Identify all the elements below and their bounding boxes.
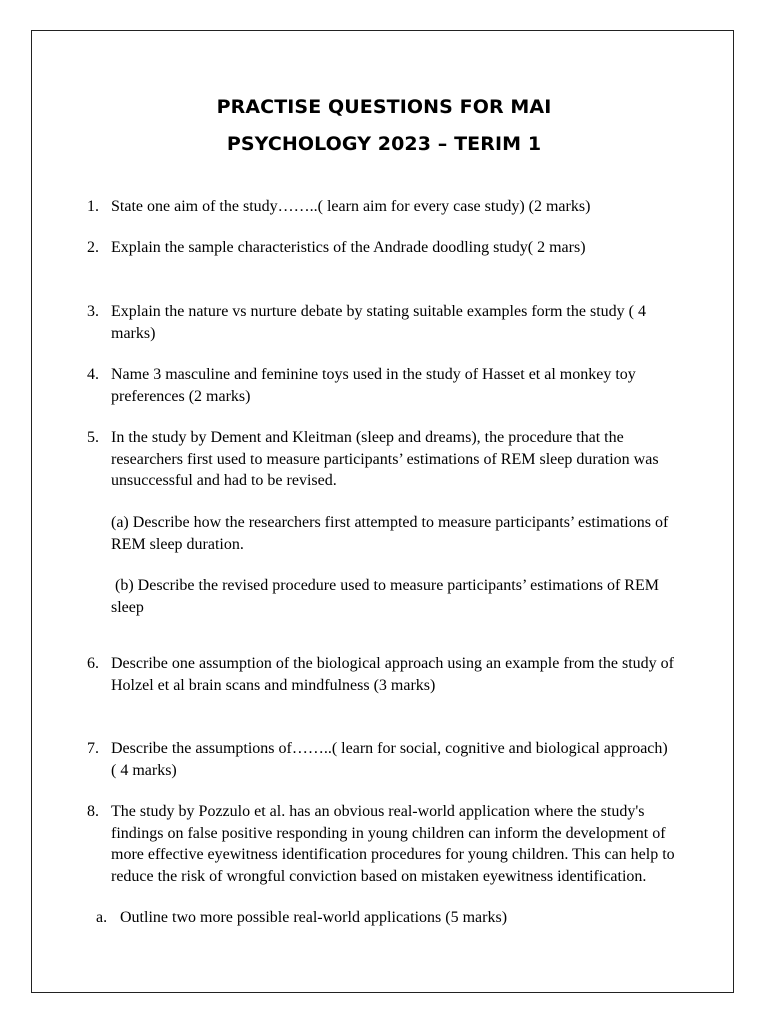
question-text: State one aim of the study……..( learn aim for every case study) (2 marks) xyxy=(111,198,591,215)
question-number: 1. xyxy=(87,198,99,215)
page-subtitle: PSYCHOLOGY 2023 – TERIM 1 xyxy=(226,133,542,155)
question-4 xyxy=(87,364,677,407)
question-text: Outline two more possible real-world applications (5 marks) xyxy=(120,909,508,926)
question-3 xyxy=(87,301,677,344)
question-5-part-b: (b) Describe the revised procedure used to measure participants’ estimations of REM sleep xyxy=(111,577,663,616)
question-number: 4. xyxy=(87,366,99,383)
question-text: The study by Pozzulo et al. has an obvious real-world application where the study's findings on false positive responding in young children can inform the development of more effective eyewitness identification procedures for young children. This can help to reduce the risk of wrongful conviction based on mistaken eyewitness identification. xyxy=(111,803,675,885)
page-title: PRACTISE QUESTIONS FOR MAI xyxy=(216,96,552,118)
question-1 xyxy=(87,196,677,218)
question-number: 7. xyxy=(87,740,99,757)
question-2 xyxy=(87,237,677,259)
question-number: 2. xyxy=(87,239,99,256)
question-5 xyxy=(87,427,677,492)
question-7 xyxy=(87,738,677,781)
question-text: Explain the sample characteristics of the Andrade doodling study( 2 mars) xyxy=(111,239,586,256)
question-number: 3. xyxy=(87,303,99,320)
question-number: 5. xyxy=(87,429,99,446)
question-text: In the study by Dement and Kleitman (sleep and dreams), the procedure that the researchers first used to measure participants’ estimations of REM sleep duration was unsuccessful and had to be revised. xyxy=(111,429,659,489)
question-text: Name 3 masculine and feminine toys used in the study of Hasset et al monkey toy preferences (2 marks) xyxy=(111,366,636,405)
question-text: Explain the nature vs nurture debate by stating suitable examples form the study ( 4 marks) xyxy=(111,303,646,342)
question-5-part-a: (a) Describe how the researchers first attempted to measure participants’ estimations of REM sleep duration. xyxy=(111,514,669,553)
question-number: a. xyxy=(96,909,108,926)
question-number: 8. xyxy=(87,803,99,820)
question-8 xyxy=(87,801,677,887)
question-text: Describe one assumption of the biological approach using an example from the study of Holzel et al brain scans and mindfulness (3 marks) xyxy=(111,655,674,694)
question-8-part-a xyxy=(96,907,656,929)
question-number: 6. xyxy=(87,655,99,672)
question-6 xyxy=(87,653,677,696)
question-text: Describe the assumptions of……..( learn for social, cognitive and biological approach) ( 4 marks) xyxy=(111,740,668,779)
